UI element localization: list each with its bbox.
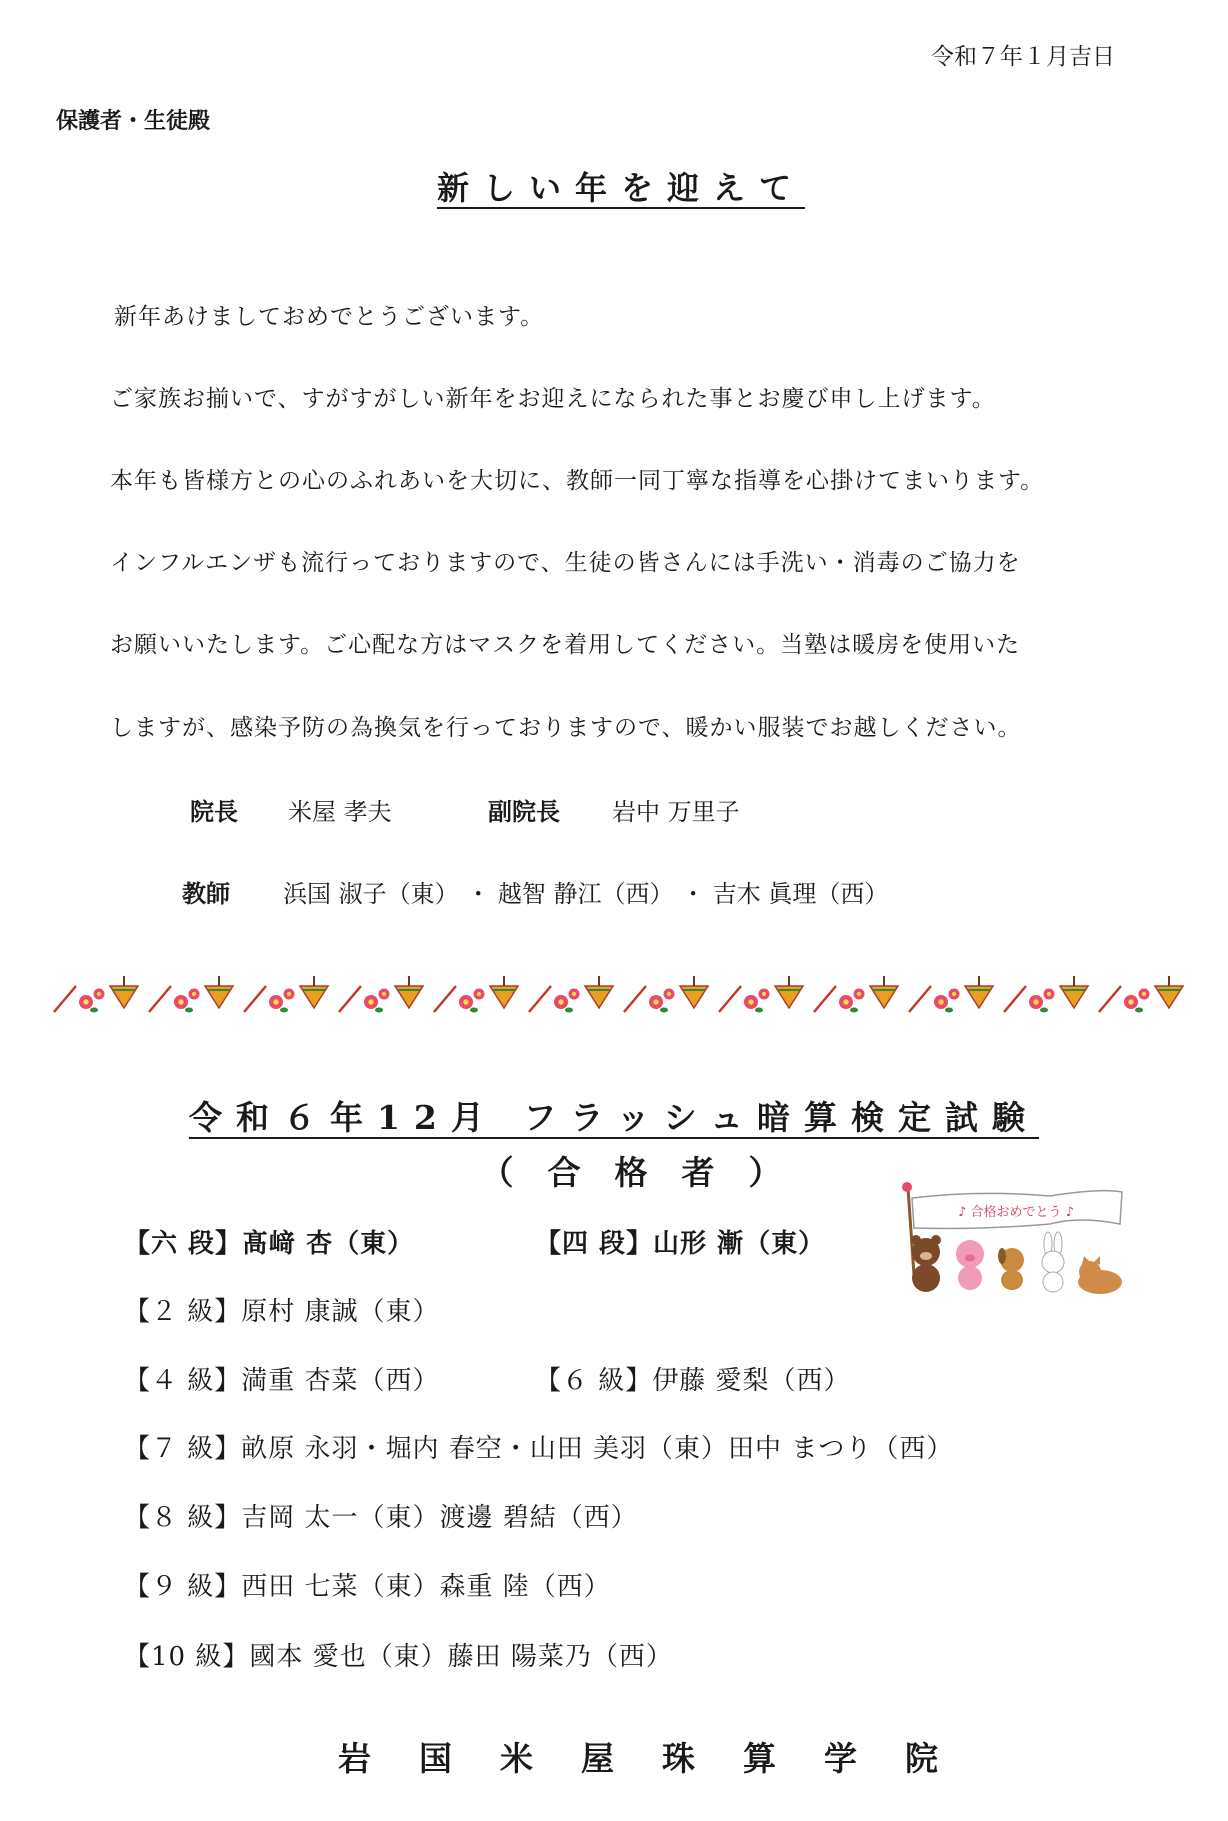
decoration-motif xyxy=(529,976,613,1013)
rabbit-icon xyxy=(1042,1232,1064,1292)
plum-flower-center xyxy=(477,992,481,996)
plum-flower-center xyxy=(463,999,468,1004)
greeting-paragraph: インフルエンザも流行っておりますので、生徒の皆さんには手洗い・消毒のご協力を xyxy=(110,550,1021,576)
plum-flower-center xyxy=(287,992,291,996)
leaf-icon xyxy=(1040,1008,1048,1013)
plum-flower-icon xyxy=(902,1182,912,1192)
plum-flower-center xyxy=(273,999,278,1004)
principal-name: 米屋 孝夫 xyxy=(288,798,392,826)
dog-icon xyxy=(998,1248,1024,1290)
arrow-icon xyxy=(719,986,741,1012)
cat-icon xyxy=(1078,1256,1122,1294)
decoration-motif xyxy=(719,976,803,1013)
greeting-paragraph: ご家族お揃いで、すがすがしい新年をお迎えになられた事とお慶び申し上げます。 xyxy=(110,386,996,412)
result-kyu8: 【８ 級】吉岡 太一（東）渡邊 碧結（西） xyxy=(124,1503,638,1533)
leaf-icon xyxy=(660,1008,668,1013)
plum-flower-center xyxy=(178,999,183,1004)
exam-title-text: 令和６年12月 フラッシュ暗算検定試験 xyxy=(188,1098,1040,1137)
leaf-icon xyxy=(280,1008,288,1013)
plum-flower-center xyxy=(558,999,563,1004)
decoration-motif xyxy=(54,976,138,1013)
plum-flower-center xyxy=(382,992,386,996)
letter-title xyxy=(0,163,1228,209)
addressee: 保護者・生徒殿 xyxy=(56,109,211,134)
decoration-motif xyxy=(149,976,233,1013)
leaf-icon xyxy=(850,1008,858,1013)
leaf-icon xyxy=(185,1008,193,1013)
letter-title-text: 新しい年を迎えて xyxy=(436,169,805,207)
vice-principal-label: 副院長 xyxy=(488,798,560,826)
exam-title xyxy=(0,1092,1228,1139)
arrow-icon xyxy=(624,986,646,1012)
congratulations-animals-illustration xyxy=(900,1180,1140,1300)
arrow-icon xyxy=(434,986,456,1012)
greeting-paragraph: 新年あけましておめでとうございます。 xyxy=(114,304,545,330)
decoration-motif xyxy=(909,976,993,1013)
plum-flower-center xyxy=(83,999,88,1004)
decoration-motif xyxy=(1099,976,1183,1013)
plum-flower-center xyxy=(1033,999,1038,1004)
plum-flower-center xyxy=(843,999,848,1004)
plum-flower-center xyxy=(857,992,861,996)
plum-flower-center xyxy=(1047,992,1051,996)
bear-icon xyxy=(911,1235,941,1292)
plum-flower-center xyxy=(653,999,658,1004)
pig-icon xyxy=(956,1240,984,1290)
plum-flower-center xyxy=(667,992,671,996)
issue-date: 令和７年１月吉日 xyxy=(931,44,1115,70)
result-kyu2: 【２ 級】原村 康誠（東） xyxy=(124,1297,440,1327)
decoration-motif xyxy=(1004,976,1088,1013)
greeting-paragraph: お願いいたします。ご心配な方はマスクを着用してください。当塾は暖房を使用いた xyxy=(110,632,1021,658)
result-dan4: 【四 段】山形 漸（東） xyxy=(535,1229,826,1259)
arrow-icon xyxy=(339,986,361,1012)
vice-principal-name: 岩中 万里子 xyxy=(612,798,740,826)
result-kyu6: 【６ 級】伊藤 愛梨（西） xyxy=(535,1366,851,1396)
arrow-icon xyxy=(909,986,931,1012)
result-kyu10: 【10 級】國本 愛也（東）藤田 陽菜乃（西） xyxy=(124,1642,673,1672)
decoration-motif xyxy=(339,976,423,1013)
leaf-icon xyxy=(755,1008,763,1013)
plum-flower-center xyxy=(97,992,101,996)
leaf-icon xyxy=(90,1008,98,1013)
plum-flower-center xyxy=(192,992,196,996)
plum-flower-center xyxy=(748,999,753,1004)
plum-flower-center xyxy=(1142,992,1146,996)
decoration-motif xyxy=(434,976,518,1013)
plum-flower-center xyxy=(1128,999,1133,1004)
arrow-icon xyxy=(529,986,551,1012)
plum-flower-center xyxy=(938,999,943,1004)
leaf-icon xyxy=(470,1008,478,1013)
teachers-label: 教師 xyxy=(182,880,230,908)
principal-label: 院長 xyxy=(190,798,238,826)
arrow-icon xyxy=(54,986,76,1012)
leaf-icon xyxy=(375,1008,383,1013)
plum-flower-center xyxy=(368,999,373,1004)
teachers-list: 浜国 淑子（東） ・ 越智 静江（西） ・ 吉木 眞理（西） xyxy=(283,880,889,908)
plum-flower-center xyxy=(572,992,576,996)
plum-flower-center xyxy=(952,992,956,996)
result-kyu7: 【７ 級】畝原 永羽・堀内 春空・山田 美羽（東）田中 まつり（西） xyxy=(124,1434,954,1464)
new-year-decoration-border xyxy=(52,970,1194,1018)
banner-text: ♪ 合格おめでとう ♪ xyxy=(958,1205,1074,1220)
school-name: 岩国米屋珠算学院 xyxy=(338,1739,986,1778)
exam-subtitle: （合格者） xyxy=(480,1153,816,1192)
greeting-paragraph: 本年も皆様方との心のふれあいを大切に、教師一同丁寧な指導を心掛けてまいります。 xyxy=(110,468,1045,494)
decoration-motif xyxy=(814,976,898,1013)
arrow-icon xyxy=(1004,986,1026,1012)
arrow-icon xyxy=(814,986,836,1012)
result-kyu9: 【９ 級】西田 七菜（東）森重 陸（西） xyxy=(124,1572,611,1602)
greeting-paragraph: しますが、感染予防の為換気を行っておりますので、暖かい服装でお越しください。 xyxy=(110,715,1022,741)
result-kyu4: 【４ 級】満重 杏菜（西） xyxy=(124,1366,440,1396)
decoration-motif xyxy=(624,976,708,1013)
plum-flower-center xyxy=(762,992,766,996)
result-dan6: 【六 段】髙﨑 杏（東） xyxy=(124,1229,415,1259)
leaf-icon xyxy=(1135,1008,1143,1013)
leaf-icon xyxy=(945,1008,953,1013)
arrow-icon xyxy=(244,986,266,1012)
decoration-motif xyxy=(244,976,328,1013)
arrow-icon xyxy=(1099,986,1121,1012)
leaf-icon xyxy=(565,1008,573,1013)
arrow-icon xyxy=(149,986,171,1012)
